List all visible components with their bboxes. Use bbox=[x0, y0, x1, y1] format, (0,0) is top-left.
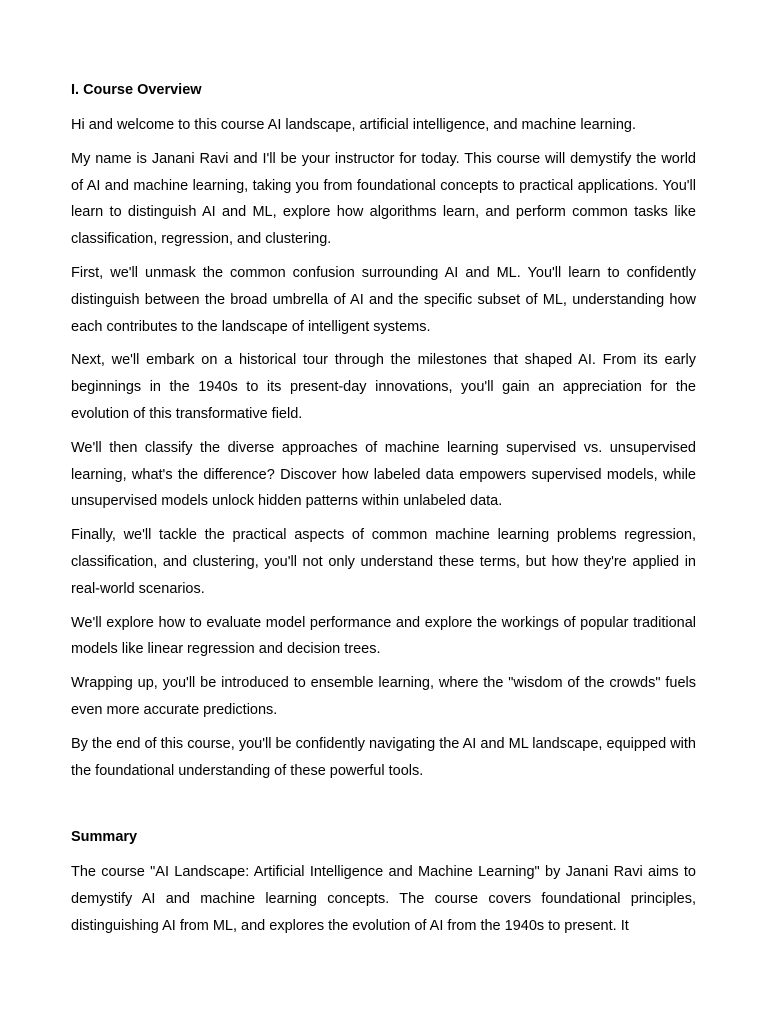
paragraph-model-evaluation: We'll explore how to evaluate model performance and explore the workings of popular traditional models like linear regression and decision trees. bbox=[71, 614, 696, 658]
document-page bbox=[71, 78, 696, 947]
section-spacer bbox=[71, 791, 696, 825]
paragraph-conclusion: By the end of this course, you'll be confidently navigating the AI and ML landscape, equipped with the foundational understanding of these powerful tools. bbox=[71, 735, 696, 779]
paragraph-supervised-unsupervised: We'll then classify the diverse approaches of machine learning supervised vs. unsupervised learning, what's the difference? Discover how labeled data empowers supervised models, while unsupervised models unlock hidden patterns within unlabeled data. bbox=[71, 439, 696, 510]
paragraph-summary: The course "AI Landscape: Artificial Intelligence and Machine Learning" by Janani Ravi aims to demystify AI and machine learning concepts. The course covers foundational principles, distinguishing AI from ML, and explores the evolution of AI from the 1940s to present. It bbox=[71, 864, 696, 934]
paragraph-ai-vs-ml: First, we'll unmask the common confusion surrounding AI and ML. You'll learn to confidently distinguish between the broad umbrella of AI and the specific subset of ML, understanding how each contributes to the landscape of intelligent systems. bbox=[71, 264, 696, 335]
paragraph-welcome: Hi and welcome to this course AI landscape, artificial intelligence, and machine learning. bbox=[71, 117, 637, 133]
paragraph-ensemble-learning: Wrapping up, you'll be introduced to ensemble learning, where the "wisdom of the crowds" fuels even more accurate predictions. bbox=[71, 675, 696, 718]
section-heading-summary: Summary bbox=[71, 829, 138, 846]
paragraph-history: Next, we'll embark on a historical tour through the milestones that shaped AI. From its early beginnings in the 1940s to its present-day innovations, you'll gain an appreciation for the evolution of this transformative field. bbox=[71, 352, 696, 422]
paragraph-common-problems: Finally, we'll tackle the practical aspects of common machine learning problems regression, classification, and clustering, you'll not only understand these terms, but how they're applied in real-world scenarios. bbox=[71, 527, 696, 597]
paragraph-instructor-intro: My name is Janani Ravi and I'll be your instructor for today. This course will demystify the world of AI and machine learning, taking you from foundational concepts to practical applications. You'll learn to distinguish AI and ML, explore how algorithms learn, and perform common tasks like classification, regression, and clustering. bbox=[71, 150, 696, 248]
section-heading-course-overview: I. Course Overview bbox=[71, 82, 202, 98]
